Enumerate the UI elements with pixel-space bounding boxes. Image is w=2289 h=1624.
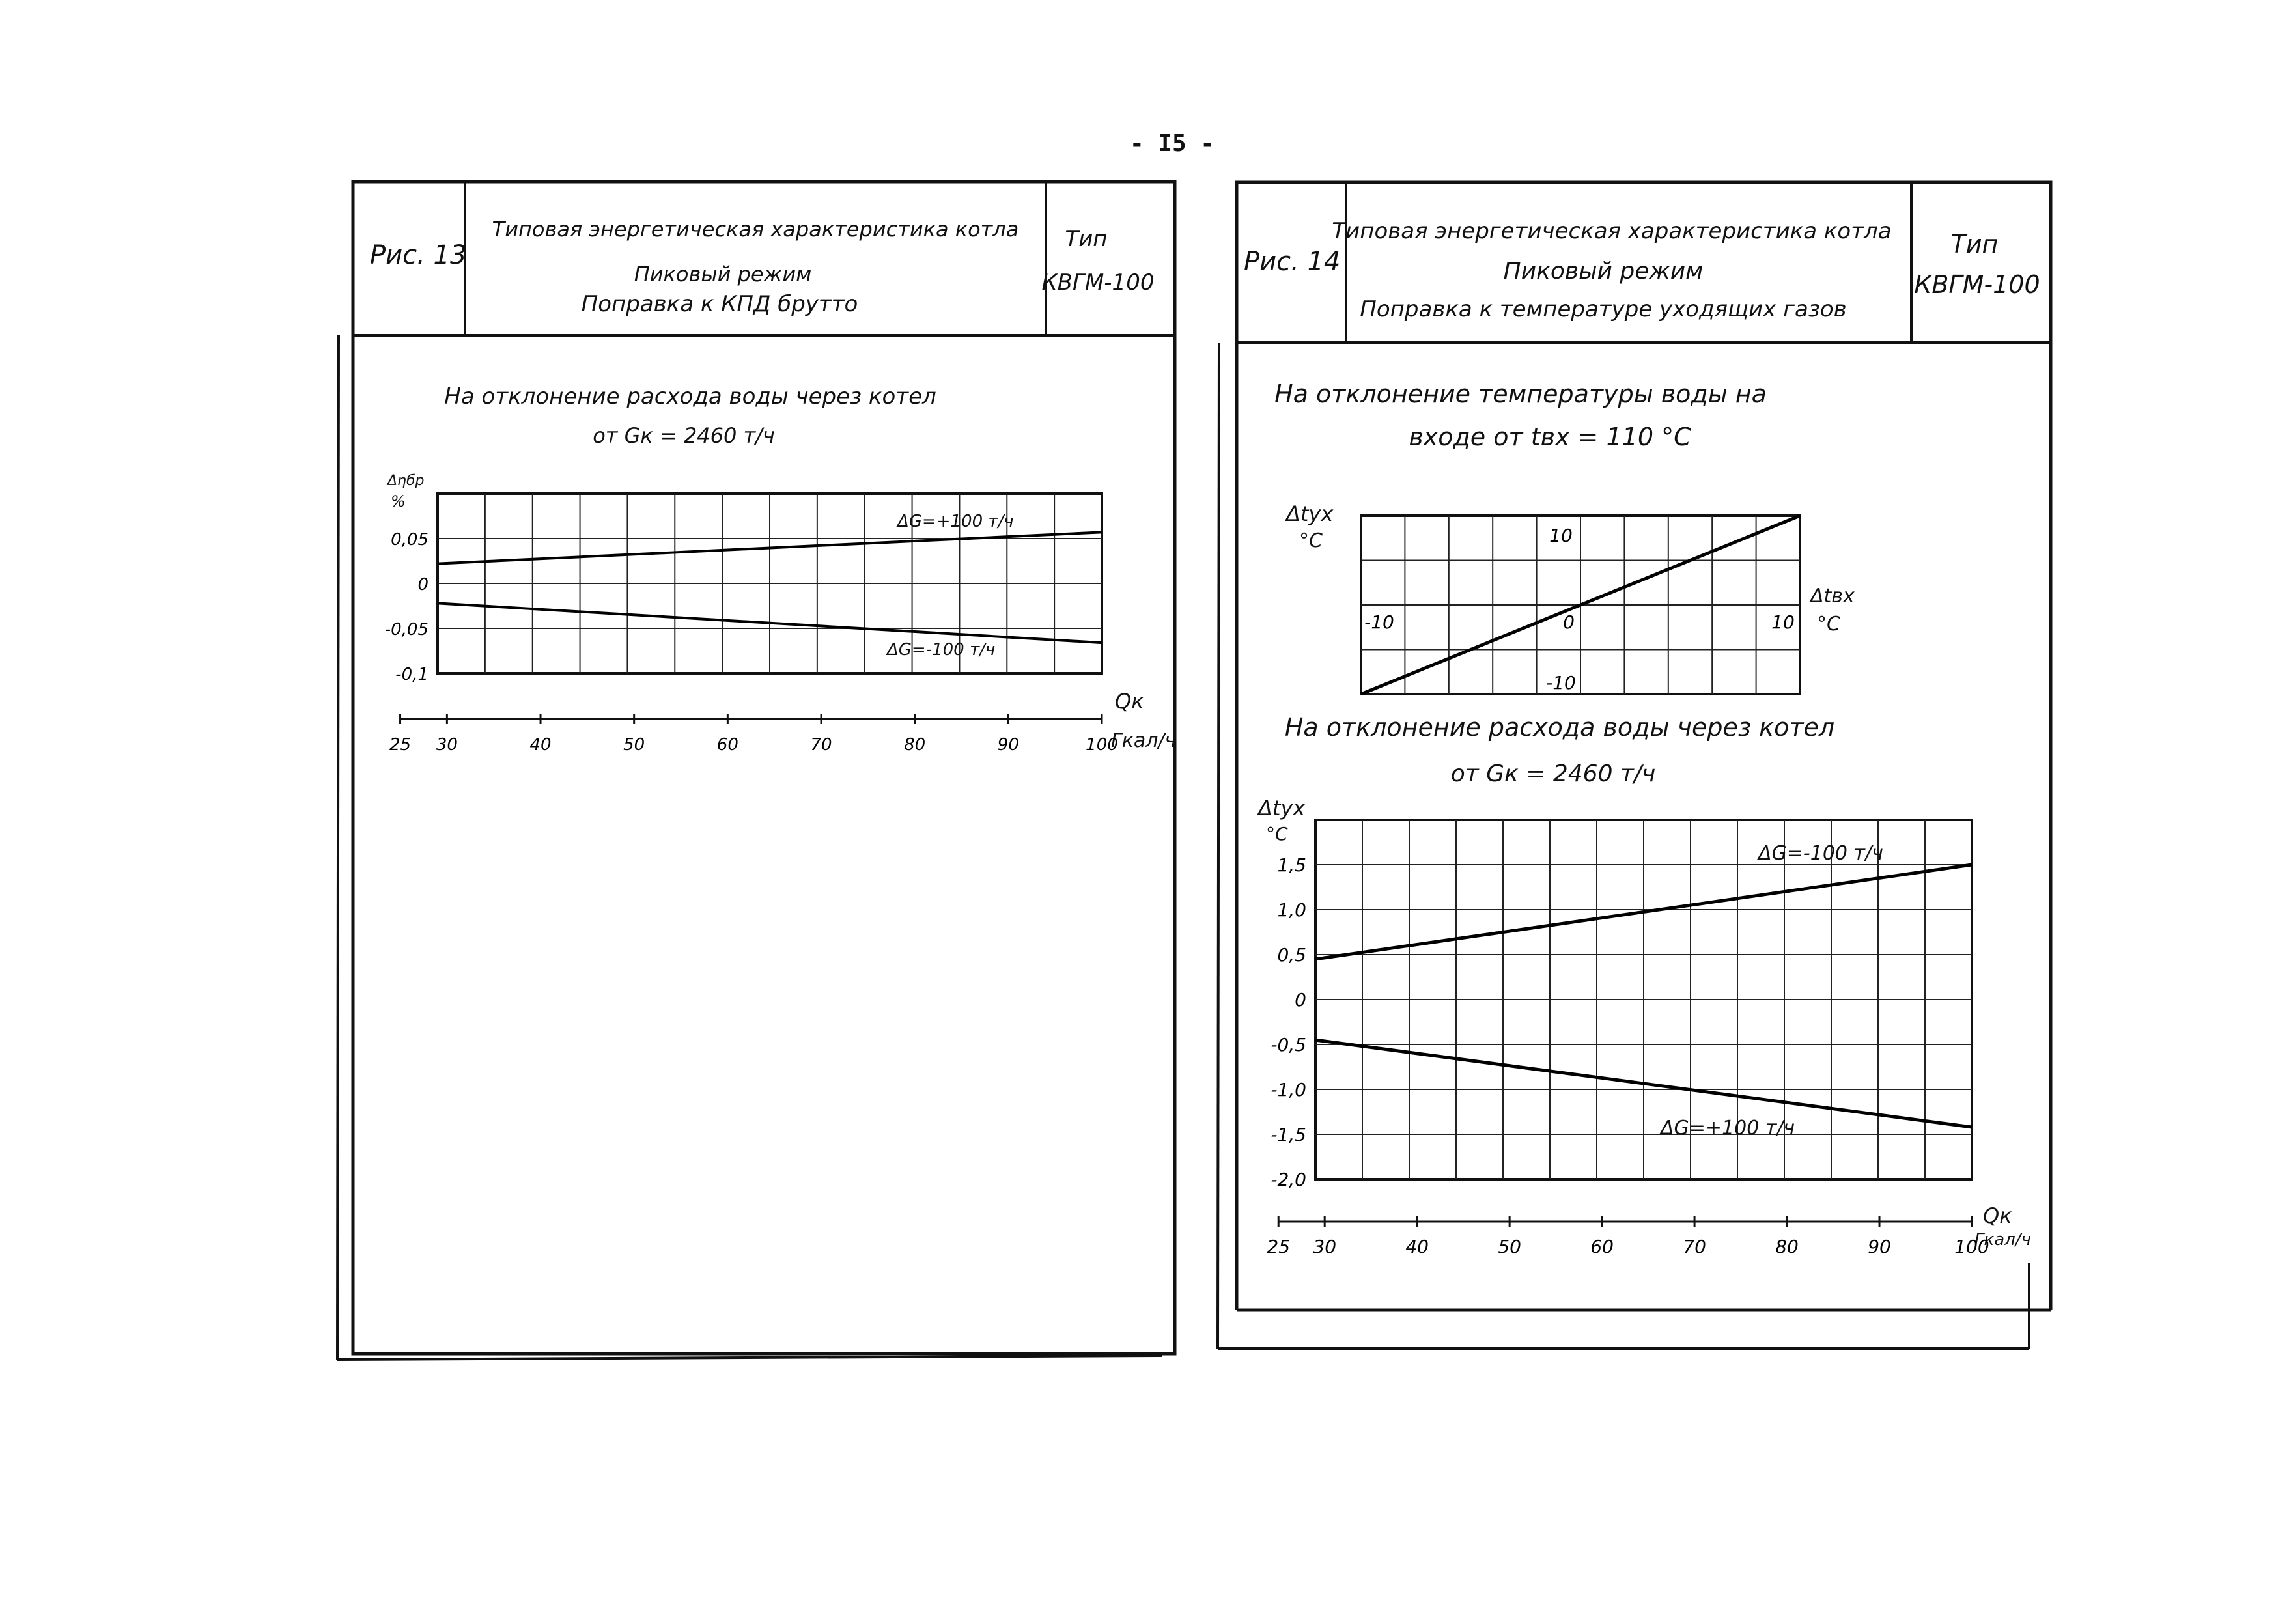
chart13-ylabel: Δηбр — [387, 473, 425, 489]
chart14a-title: На отклонение температуры воды на — [1274, 380, 1767, 408]
fig13-title-line3: Поправка к КПД брутто — [581, 291, 858, 317]
chart14b-x-tick-label: 60 — [1590, 1236, 1614, 1257]
fig14-title-line1: Типовая энергетическая характеристика котла — [1332, 218, 1892, 244]
chart14b-y-tick-label: 1,5 — [1277, 854, 1306, 876]
chart13-xlabel: Qк — [1115, 689, 1144, 714]
chart13-x-tick-label: 100 — [1086, 735, 1118, 755]
chart14a-subtitle: входе от tвх = 110 °С — [1409, 423, 1691, 451]
fig14-title-line3: Поправка к температуре уходящих газов — [1360, 296, 1847, 322]
figure-14-sheet — [1218, 182, 2051, 1349]
chart14b-x-tick-label: 50 — [1498, 1236, 1521, 1257]
chart14a-plot — [1361, 516, 1800, 694]
chart13-series-label-up: ΔG=+100 т/ч — [897, 512, 1014, 531]
fig13-border — [353, 182, 1175, 1354]
chart14b-y-tick-label: -2,0 — [1271, 1169, 1306, 1190]
chart13-x-tick-label: 30 — [436, 735, 458, 755]
chart14b-x-tick-label: 90 — [1868, 1236, 1891, 1257]
chart14b-y-tick-label: -1,0 — [1271, 1079, 1306, 1100]
chart14b-x-tick-label: 40 — [1405, 1236, 1429, 1257]
chart14b-x-tick-label: 80 — [1775, 1236, 1799, 1257]
page-number: - I5 - — [1129, 130, 1215, 157]
fig14-outer-frame-left — [1218, 343, 1219, 1349]
chart13-title: На отклонение расхода воды через котел — [444, 384, 936, 410]
figure-13-sheet — [337, 182, 1176, 1360]
chart13-y-tick-label: 0,05 — [391, 530, 428, 550]
chart14b-series-label-down: ΔG=+100 т/ч — [1661, 1117, 1795, 1140]
chart14b-x-tick-label: 70 — [1683, 1236, 1706, 1257]
chart14a-xlabel: Δtвх — [1810, 585, 1855, 608]
chart14a-x-tick-label: 0 — [1563, 611, 1575, 633]
fig14-type-value: КВГМ-100 — [1914, 270, 2040, 299]
fig13-type-value: КВГМ-100 — [1041, 270, 1155, 296]
chart14a-x-tick-label: -10 — [1364, 611, 1394, 633]
fig13-label: Рис. 13 — [370, 240, 467, 270]
chart14b-plot — [1267, 820, 1989, 1257]
fig13-type-label: Тип — [1065, 226, 1108, 252]
chart14b-y-tick-label: 0,5 — [1277, 944, 1306, 966]
chart14a-y-tick-label: -10 — [1546, 672, 1576, 693]
chart14b-ylabel: Δtух — [1258, 796, 1306, 820]
chart13-y-tick-label: -0,1 — [395, 665, 428, 684]
chart13-y-tick-label: -0,05 — [384, 620, 428, 639]
chart13-x-tick-label: 80 — [904, 735, 926, 755]
chart13-xunit: Гкал/ч — [1111, 729, 1177, 752]
chart14b-y-tick-label: 1,0 — [1277, 899, 1306, 921]
chart13-series-label-down: ΔG=-100 т/ч — [887, 640, 996, 660]
fig14-type-label: Тип — [1950, 230, 1999, 259]
chart14b-y-tick-label: -0,5 — [1271, 1034, 1306, 1056]
chart13-plot — [385, 494, 1118, 755]
chart13-x-tick-label: 60 — [716, 735, 738, 755]
chart14b-series-label-up: ΔG=-100 т/ч — [1758, 842, 1883, 865]
chart13-yunit: % — [391, 492, 406, 511]
chart14b-xunit: Гкал/ч — [1974, 1230, 2031, 1250]
chart14b-x-tick-label: 30 — [1313, 1236, 1337, 1257]
chart14a-ylabel: Δtух — [1286, 501, 1334, 526]
chart13-x-tick-label: 50 — [623, 735, 645, 755]
fig13-title-line2: Пиковый режим — [634, 262, 812, 287]
chart14b-y-tick-label: -1,5 — [1271, 1124, 1306, 1145]
fig14-title-line2: Пиковый режим — [1503, 258, 1704, 285]
chart14b-subtitle: от Gк = 2460 т/ч — [1450, 761, 1656, 787]
fig14-label: Рис. 14 — [1244, 247, 1341, 277]
chart13-x-tick-label: 25 — [389, 735, 412, 755]
chart13-x-tick-label: 90 — [997, 735, 1019, 755]
chart13-x-tick-label: 40 — [529, 735, 552, 755]
chart14a-xunit: °С — [1817, 613, 1840, 636]
chart14b-title: На отклонение расхода воды через котел — [1284, 713, 1835, 742]
chart14b-xlabel: Qк — [1983, 1203, 2012, 1228]
chart14a-yunit: °С — [1299, 529, 1323, 552]
fig13-outer-frame-bottom — [337, 1356, 1162, 1360]
fig13-title-line1: Типовая энергетическая характеристика котла — [492, 217, 1019, 242]
chart13-x-tick-label: 70 — [810, 735, 832, 755]
chart14b-x-tick-label: 100 — [1954, 1236, 1989, 1257]
chart14b-yunit: °С — [1266, 823, 1288, 845]
chart13-y-tick-label: 0 — [417, 575, 428, 595]
chart13-subtitle: от Gк = 2460 т/ч — [593, 423, 775, 448]
chart14b-x-tick-label: 25 — [1267, 1236, 1291, 1257]
chart14a-y-tick-label: 10 — [1549, 525, 1573, 546]
fig13-outer-frame-left — [337, 335, 339, 1360]
chart14b-y-tick-label: 0 — [1295, 989, 1306, 1011]
chart14a-x-tick-label: 10 — [1771, 611, 1795, 633]
